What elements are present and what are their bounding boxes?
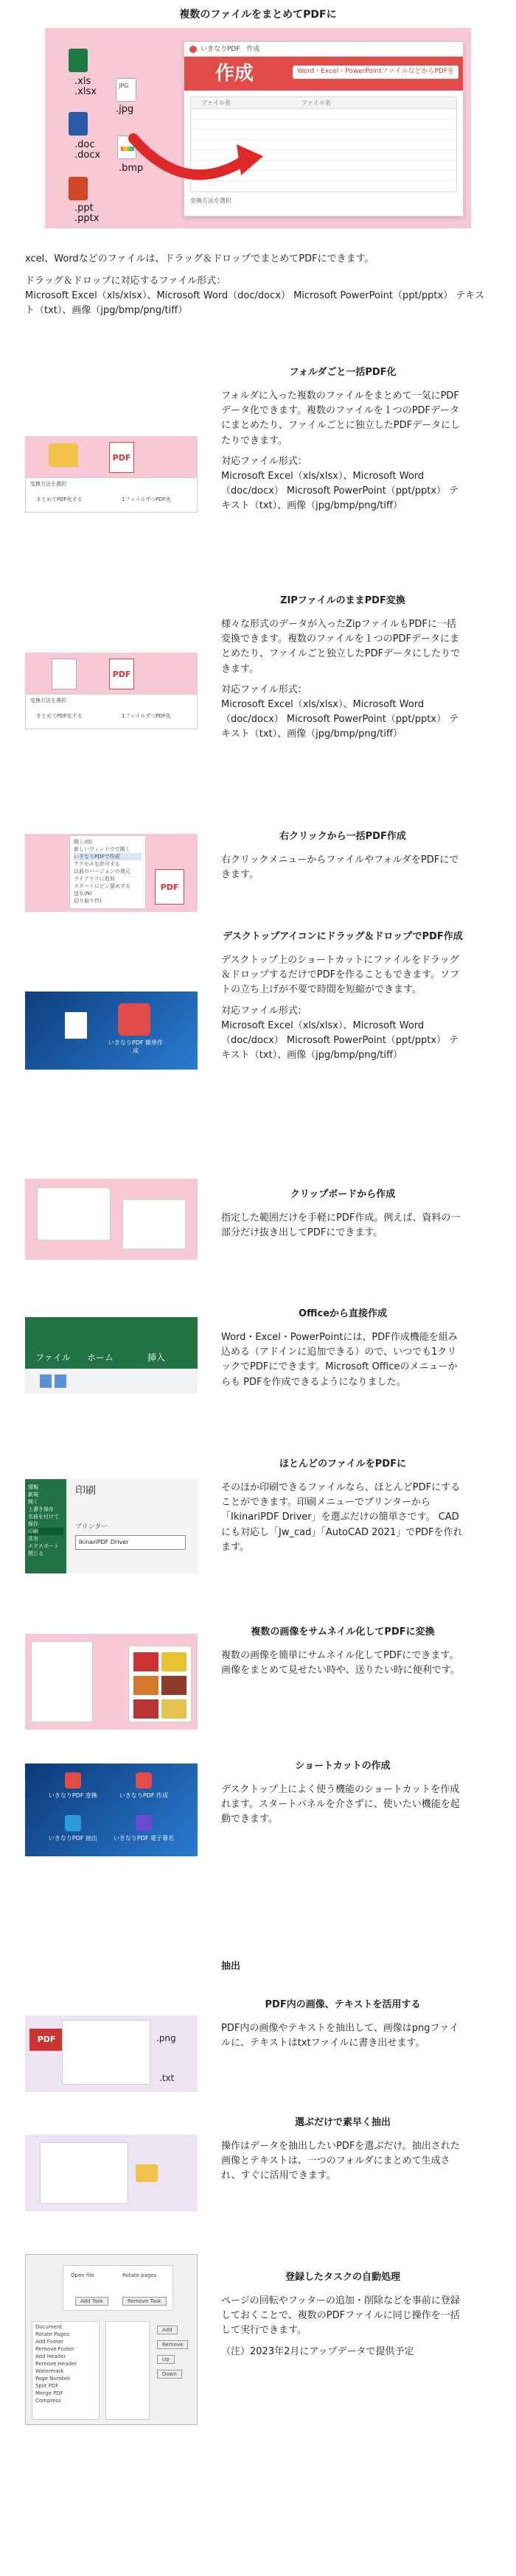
feature-extract-image — [25, 2015, 198, 2092]
excel-file-icon — [69, 49, 88, 72]
feature-thumbnails-image — [25, 1634, 198, 1730]
folder-icon — [49, 443, 78, 467]
task-list-item[interactable]: Add Footer — [35, 2339, 64, 2345]
feature-desc: ページの回転やフッターの追加・削除などを事前に登録しておくことで、複数のPDFファイルに同じ操作を一括して実行できます。 — [221, 2295, 460, 2337]
formats-label: 対応ファイル形式： — [221, 684, 307, 695]
feature-task-automation — [0, 2254, 516, 2431]
intro-formats-label: ドラッグ＆ドロップに対応するファイル形式： — [25, 276, 226, 287]
feature-office-image — [25, 1317, 198, 1394]
feature-print-image — [25, 1479, 198, 1573]
menu-item[interactable]: 上書き保存 — [28, 1506, 54, 1512]
feature-title: 選ぶだけで素早く抽出 — [294, 2117, 391, 2128]
feature-shortcuts-image — [25, 1763, 198, 1856]
feature-desc: デスクトップ上のショートカットにファイルをドラッグ＆ドロップするだけでPDFを作ることもできます。ソフトの立ち上げが不要で時間を短縮ができます。 — [221, 955, 460, 996]
task-target-list[interactable] — [105, 2321, 150, 2420]
feature-desc: 操作はデータを抽出したいPDFを選ぶだけ。抽出された画像とテキストは、一つのフォルダにまとめて生成され、すぐに活用できます。 — [221, 2141, 460, 2182]
task-list-item[interactable]: Remove Footer — [35, 2346, 74, 2352]
pdf-doc-icon: PDF — [155, 869, 184, 905]
shortcut-create-icon[interactable] — [136, 1772, 152, 1789]
xls-label: .xls — [74, 76, 91, 87]
app-subtitle: Word・Excel・PowerPointファイルなどからPDFを — [293, 66, 459, 79]
feature-title: 登録したタスクの自動処理 — [285, 2272, 400, 2283]
txt-label: .txt — [159, 2073, 175, 2083]
menu-item[interactable]: 新規 — [28, 1492, 38, 1498]
menu-item[interactable]: エクスポート — [28, 1543, 59, 1549]
feature-right-click-image — [25, 834, 198, 912]
convert-method-label: 変換方法を選択 — [190, 197, 231, 204]
printer-label: プリンター — [75, 1523, 108, 1531]
intro-p1: xcel、Wordなどのファイルは、ドラッグ＆ドロップでまとめてPDFにできます。 — [25, 253, 374, 264]
task-option-panel — [63, 2265, 173, 2311]
pdf-preview-window — [122, 1199, 186, 1249]
feature-title: ショートカットの作成 — [295, 1761, 391, 1772]
feature-desc: 様々な形式のデータが入ったZipファイルもPDFに一括変換できます。複数のファイルを１つのPDFデータにまとめたり、ファイルごと独立したPDFデータにしたりできます。 — [221, 619, 461, 675]
app-window-title: いきなりPDF 作成 — [184, 42, 463, 57]
option-merge[interactable]: まとめてPDF化する — [36, 496, 83, 502]
feature-title: 複数の画像をサムネイル化してPDFに変換 — [251, 1626, 435, 1638]
image-file-grid — [31, 1641, 93, 1722]
convert-panel — [25, 694, 198, 729]
shortcut-label: いきなりPDF 変換 — [48, 1792, 98, 1799]
feature-office — [0, 1307, 516, 1432]
task-list-item[interactable]: Watermark — [35, 2368, 64, 2374]
feature-desktop-icon — [0, 930, 516, 1151]
feature-right-click — [0, 829, 516, 918]
pdf-doc-icon: PDF — [109, 442, 134, 473]
feature-quick-extract-image — [25, 2135, 198, 2211]
menu-item[interactable]: スタートにピン留めする — [74, 883, 130, 889]
hero-title: 複数のファイルをまとめてPDFに — [179, 9, 337, 21]
tab-home[interactable]: ホーム — [87, 1352, 114, 1363]
feature-title: クリップボードから作成 — [290, 1189, 396, 1200]
spreadsheet-window — [37, 1187, 111, 1240]
menu-item[interactable]: 新しいウィンドウで開く — [74, 846, 130, 852]
png-label: .png — [156, 2033, 176, 2043]
task-list-item[interactable]: Page Number — [35, 2376, 71, 2382]
list-add-button[interactable]: Add — [157, 2326, 178, 2334]
feature-desc: 右クリックメニューからファイルやフォルダをPDFにできます。 — [221, 854, 459, 881]
word-file-icon — [69, 112, 88, 136]
feature-title: PDF内の画像、テキストを活用する — [265, 1999, 421, 2010]
option-open-file[interactable]: Open file — [71, 2273, 94, 2278]
menu-item[interactable]: 開く — [28, 1499, 38, 1505]
pptx-label: .pptx — [74, 213, 100, 224]
list-up-button[interactable]: Up — [157, 2355, 175, 2364]
print-side-menu — [25, 1479, 66, 1573]
menu-item[interactable]: 切り取り(T) — [74, 898, 102, 904]
menu-item[interactable]: 情報 — [28, 1484, 38, 1490]
hero-image — [45, 28, 471, 228]
app-header-bar — [184, 57, 463, 91]
option-each[interactable]: 1ファイルずつPDF化 — [122, 496, 171, 502]
addin-icon[interactable] — [55, 1375, 66, 1388]
menu-item[interactable]: 送る(N) — [74, 891, 92, 896]
option-each[interactable]: 1ファイルずつPDF化 — [122, 713, 171, 719]
pdf-badge: PDF — [29, 2029, 63, 2051]
feature-folder-pdf — [0, 365, 516, 572]
ikinari-pdf-app-icon[interactable] — [118, 1003, 150, 1036]
shortcut-extract-icon[interactable] — [65, 1815, 81, 1831]
context-menu[interactable] — [69, 835, 146, 909]
feature-note: （注）2023年2月にアップデータで提供予定 — [221, 2345, 414, 2357]
desktop-icon-label: いきなりPDF 簡単作成 — [108, 1039, 164, 1054]
feature-desc: 指定した範囲だけを手軽にPDF作成。例えば、資料の一部分だけ抜き出してPDFにできます。 — [221, 1212, 461, 1239]
jpg-label: .jpg — [116, 104, 134, 115]
feature-title: Officeから直接作成 — [298, 1308, 388, 1319]
thumbnail-pdf-preview — [128, 1646, 192, 1722]
feature-desktop-image — [25, 992, 198, 1070]
feature-print — [0, 1457, 516, 1604]
convert-panel-label: 変換方法を選択 — [30, 481, 66, 487]
option-merge[interactable]: まとめてPDF化する — [36, 713, 83, 719]
shortcut-label: いきなりPDF 作成 — [119, 1792, 169, 1799]
shortcut-convert-icon[interactable] — [65, 1772, 81, 1789]
powerpoint-file-icon — [69, 177, 88, 200]
menu-item[interactable]: 開く(O) — [74, 839, 92, 845]
printer-select[interactable]: IkinariPDF Driver — [75, 1535, 186, 1550]
feature-thumbnails — [0, 1625, 516, 1736]
menu-item[interactable]: 共有 — [28, 1536, 38, 1542]
output-folder-icon — [136, 2164, 158, 2182]
feature-clipboard-image — [25, 1179, 198, 1260]
print-title: 印刷 — [75, 1485, 96, 1497]
task-dialog — [25, 2254, 198, 2425]
feature-extract-content — [0, 1998, 516, 2108]
list-down-button[interactable]: Down — [157, 2370, 182, 2379]
task-list-item[interactable]: Document — [35, 2324, 63, 2330]
convert-panel — [25, 477, 198, 513]
file-drag-icon — [65, 1012, 87, 1039]
shortcut-label: いきなりPDF 抽出 — [48, 1835, 98, 1842]
task-list-item[interactable]: Add Header — [35, 2354, 66, 2359]
formats-label: 対応ファイル形式： — [221, 1005, 307, 1017]
formats-label: 対応ファイル形式： — [221, 455, 307, 467]
tab-insert[interactable]: 挿入 — [147, 1352, 166, 1363]
feature-zip-image — [25, 653, 198, 729]
task-list-item[interactable]: Remove Header — [35, 2361, 77, 2367]
feature-title: ほとんどのファイルをPDFに — [279, 1459, 406, 1470]
feature-shortcuts — [0, 1759, 516, 1870]
zip-file-icon — [52, 659, 77, 689]
feature-desc: デスクトップ上によく使う機能のショートカットを作成れます。スタートパネルを介さずに、使いたい機能を起動できます。 — [221, 1784, 460, 1825]
task-list-item[interactable]: Compress — [35, 2398, 61, 2404]
office-ribbon — [25, 1317, 198, 1369]
extract-section-label: 抽出 — [221, 1961, 241, 1972]
intro-text — [0, 228, 516, 319]
task-list[interactable] — [32, 2321, 100, 2420]
feature-title: 右クリックから一括PDF作成 — [279, 831, 406, 842]
feature-desc: PDF内の画像やテキストを抽出して、画像はpngファイルに、テキストはtxtファイルに書き出せます。 — [221, 2023, 459, 2049]
menu-item[interactable]: 以前のバージョンの復元 — [74, 868, 130, 874]
formats-list: Microsoft Excel（xls/xlsx）、Microsoft Word（doc/docx） Microsoft PowerPoint（ppt/pptx） テキスト（txt）、画像（jpg/bmp/png/tiff） — [221, 1019, 459, 1061]
pdf-doc-icon: PDF — [109, 659, 134, 689]
feature-quick-extract — [0, 2116, 516, 2226]
menu-item[interactable]: アクセスを許可する — [74, 861, 120, 867]
task-list-item[interactable]: Rotate Pages — [35, 2331, 69, 2337]
intro-formats: Microsoft Excel（xls/xlsx）、Microsoft Word（doc/docx） Microsoft PowerPoint（ppt/pptx） テキスト（txt）、画像（jpg/bmp/png/tiff） — [25, 290, 485, 317]
bmp-label: .bmp — [119, 163, 144, 174]
grid-col-1: ファイル名 — [201, 99, 231, 106]
xlsx-label: .xlsx — [74, 86, 97, 97]
docx-label: .docx — [74, 150, 101, 161]
menu-item[interactable]: 名前を付けて保存 — [28, 1514, 59, 1527]
feature-desc: 複数の画像を簡単にサムネイル化してPDFにできます。 画像をまとめて見せたい時や、送りたい時に便利です。 — [221, 1650, 460, 1677]
feature-title: ZIPファイルのままPDF変換 — [280, 595, 405, 606]
feature-desc: フォルダに入った複数のファイルをまとめて一気にPDFデータ化できます。複数のファイルを１つのPDFデータにまとめたり、ファイルごとに独立したPDFデータにしたりできます。 — [221, 390, 461, 446]
task-list-item[interactable]: Split PDF — [35, 2383, 59, 2389]
feature-title: デスクトップアイコンにドラッグ＆ドロップでPDF作成 — [223, 931, 463, 942]
file-grid-header — [191, 97, 456, 109]
feature-folder-image — [25, 436, 198, 513]
feature-zip-pdf — [0, 594, 516, 800]
menu-item[interactable]: いきなりPDFで作成 — [74, 853, 142, 860]
menu-item[interactable]: ライブラリに追加 — [74, 876, 115, 882]
formats-list: Microsoft Excel（xls/xlsx）、Microsoft Word（doc/docx） Microsoft PowerPoint（ppt/pptx） テキスト（txt）、画像（jpg/bmp/png/tiff） — [221, 698, 459, 740]
convert-panel-label: 変換方法を選択 — [30, 698, 66, 703]
list-remove-button[interactable]: Remove — [157, 2340, 188, 2349]
file-chooser-window[interactable] — [40, 2142, 128, 2204]
menu-item[interactable]: 印刷 — [28, 1528, 63, 1535]
shortcut-label: いきなりPDF 電子署名 — [113, 1835, 175, 1842]
addin-icon[interactable] — [40, 1375, 52, 1388]
feature-title: フォルダごと一括PDF化 — [289, 367, 397, 378]
feature-desc: Word・Excel・PowerPointには、PDF作成機能を組み込める（アドインに追加できる）ので、いつでも1クリックでPDFにできます。Microsoft Officeのメニューからも PDFを作成できるようになりました。 — [221, 1332, 458, 1388]
doc-label: .doc — [74, 139, 95, 150]
drag-arrow-icon — [126, 116, 266, 197]
formats-list: Microsoft Excel（xls/xlsx）、Microsoft Word（doc/docx） Microsoft PowerPoint（ppt/pptx） テキスト（txt）、画像（jpg/bmp/png/tiff） — [221, 470, 459, 512]
tab-file[interactable]: ファイル — [35, 1352, 71, 1363]
pdf-page-preview — [62, 2020, 150, 2085]
menu-item[interactable]: 閉じる — [28, 1551, 43, 1557]
shortcut-sign-icon[interactable] — [136, 1815, 152, 1831]
ppt-label: .ppt — [74, 203, 94, 214]
add-task-button[interactable]: Add Task — [75, 2297, 108, 2306]
option-rotate[interactable]: Rotate pages — [122, 2273, 157, 2278]
feature-desc: そのほか印刷できるファイルなら、ほとんどPDFにすることができます。印刷メニューでプリンターから「IkinariPDF Driver」を選ぶだけの簡単さです。 CADにも対応し「Jw_cad」「AutoCAD 2021」でPDFを作れます。 — [221, 1482, 463, 1553]
jpg-file-icon: JPG — [116, 78, 136, 102]
remove-task-button[interactable]: Remove Task — [122, 2297, 167, 2306]
grid-col-2: ファイル名 — [301, 99, 331, 106]
feature-clipboard — [0, 1179, 516, 1282]
task-list-item[interactable]: Merge PDF — [35, 2390, 63, 2396]
app-big-title: 作成 — [215, 63, 254, 85]
